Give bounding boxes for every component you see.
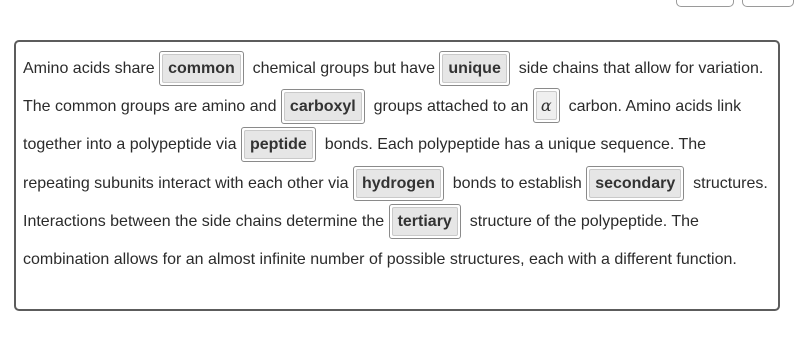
toolbar-button-right[interactable] [742, 0, 794, 7]
answer-chip[interactable]: peptide [244, 130, 313, 159]
question-paragraph [23, 50, 771, 279]
answer-chip[interactable]: α [536, 91, 557, 120]
text-segment: bonds. Each polypeptide has a unique sequence. The repeating subunits interact with each other via [23, 136, 707, 192]
blank-hydrogen[interactable] [353, 166, 444, 201]
answer-chip[interactable]: common [162, 54, 241, 83]
answer-chip[interactable]: hydrogen [356, 169, 441, 198]
blank-tertiary[interactable] [389, 204, 461, 239]
blank-unique[interactable] [439, 51, 509, 86]
text-segment: Amino acids share [23, 60, 160, 77]
top-toolbar [676, 0, 794, 7]
text-segment: side chains that allow for variation. The common groups are amino and [23, 60, 764, 116]
blank-alpha[interactable] [533, 88, 560, 123]
text-segment: chemical groups but have [248, 60, 440, 77]
answer-chip[interactable]: tertiary [392, 207, 458, 236]
blank-carboxyl[interactable] [281, 89, 365, 124]
text-segment: bonds to establish [448, 174, 587, 192]
text-segment: carbon. Amino acids link together into a polypeptide via [23, 98, 742, 154]
blank-peptide[interactable] [241, 127, 316, 162]
text-segment: structure of the polypeptide. The combination allows for an almost infinite number of possible structures, each with a different function. [23, 212, 737, 269]
fill-in-blank-question [14, 40, 780, 311]
toolbar-button-left[interactable] [676, 0, 734, 7]
answer-chip[interactable]: carboxyl [284, 92, 362, 121]
blank-secondary[interactable] [586, 166, 684, 201]
text-segment: groups attached to an [369, 98, 533, 116]
blank-common[interactable] [159, 51, 244, 86]
answer-chip[interactable]: secondary [589, 169, 681, 198]
answer-chip[interactable]: unique [442, 54, 506, 83]
text-segment: structures. Interactions between the side chains determine the [23, 174, 768, 230]
